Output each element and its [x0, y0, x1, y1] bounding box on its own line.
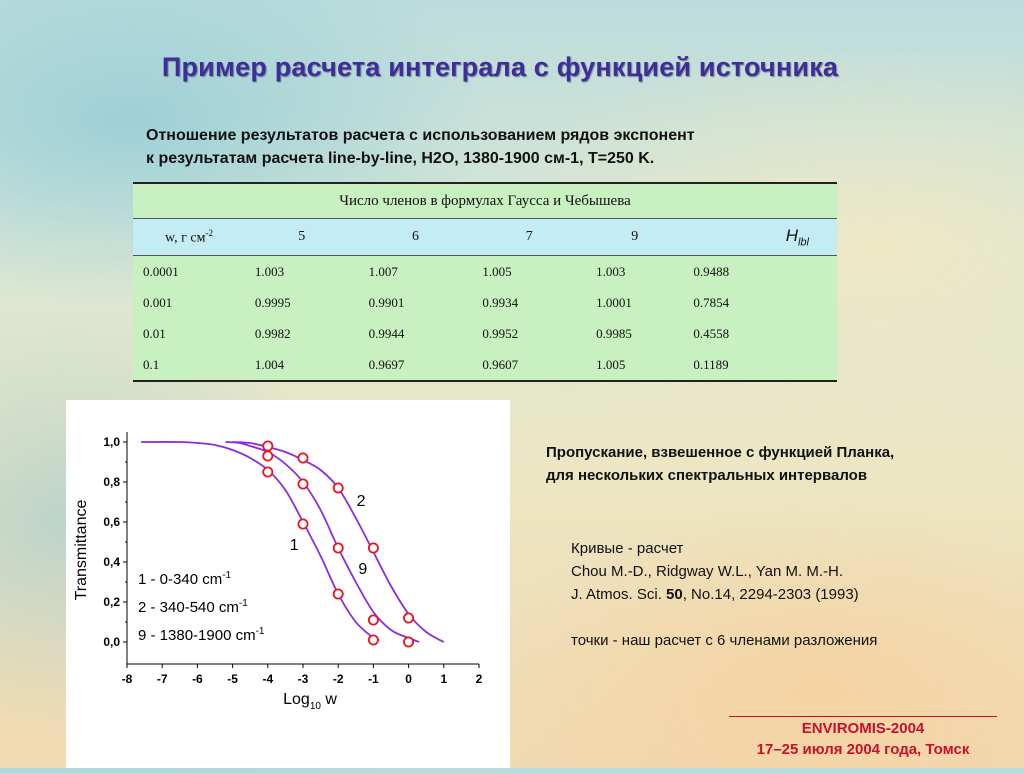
planck-note-line-1: Пропускание, взвешенное с функцией Планка, [546, 444, 895, 461]
table-cell: 0.1189 [683, 349, 837, 381]
ratio-table-grid [133, 182, 837, 382]
journal-pages: , No.14, 2294-2303 (1993) [682, 586, 859, 603]
x-tick-label: 2 [475, 672, 483, 686]
table-cell: 0.9982 [245, 318, 359, 349]
x-tick-label: -5 [227, 672, 238, 686]
data-point-1 [263, 467, 272, 476]
header-w-label: w, г см [164, 230, 206, 246]
reference-line-2: Chou M.-D., Ridgway W.L., Yan M. M.-H. [571, 563, 844, 580]
slide-subtitle [146, 124, 866, 170]
x-axis-label: Log$_{10}$ w [283, 691, 337, 712]
table-header-row [133, 219, 837, 256]
legend-entry: 2 - 340-540 $cm^{-1}$ [138, 598, 248, 616]
table-cell: 0.9944 [359, 318, 473, 349]
table-row [133, 349, 837, 381]
table-row [133, 287, 837, 318]
table-cell: 0.9995 [245, 287, 359, 318]
table-cell: 1.005 [586, 349, 683, 381]
data-point-9 [404, 637, 413, 646]
planck-note-line-2: для нескольких спектральных интервалов [546, 467, 868, 484]
curve-label: 2 [356, 493, 366, 510]
table-cell: 0.7854 [683, 287, 837, 318]
table-row [133, 256, 837, 288]
legend-entry: 1 - 0-340 $cm^{-1}$ [138, 570, 232, 588]
header-col-7: 7 [472, 219, 586, 256]
y-tick-label: 0,4 [103, 555, 120, 569]
ratio-table [133, 182, 837, 382]
header-col-5: 5 [245, 219, 359, 256]
journal-name: J. Atmos. Sci. [571, 586, 667, 603]
planck-note [546, 441, 1016, 487]
conference-footer [716, 716, 1010, 760]
table-cell: 0.9901 [359, 287, 473, 318]
y-tick-label: 0,2 [103, 595, 120, 609]
table-cell: 1.0001 [586, 287, 683, 318]
legend-entry: 9 - 1380-1900 $cm^{-1}$ [138, 626, 265, 644]
table-cell: 0.9607 [472, 349, 586, 381]
table-cell: 0.9697 [359, 349, 473, 381]
journal-volume: 50 [666, 586, 683, 603]
data-point-1 [334, 589, 343, 598]
table-cell: 1.003 [586, 256, 683, 288]
table-cell: 0.9952 [472, 318, 586, 349]
header-col-9: 9 [586, 219, 683, 256]
conference-name: ENVIROMIS-2004 [801, 720, 925, 737]
curve-label: 9 [358, 561, 368, 578]
data-point-9 [369, 615, 378, 624]
table-cell: 0.001 [133, 287, 245, 318]
table-cell: 0.4558 [683, 318, 837, 349]
reference-line-1: Кривые - расчет [571, 540, 684, 557]
table-cell: 0.0001 [133, 256, 245, 288]
data-point-1 [298, 519, 307, 528]
x-tick-label: -4 [262, 672, 274, 686]
header-hlbl [683, 219, 837, 256]
data-point-9 [263, 451, 272, 460]
y-tick-label: 1,0 [103, 435, 120, 449]
x-tick-label: -3 [297, 672, 309, 686]
reference-note [571, 537, 1011, 652]
x-tick-label: 0 [405, 672, 412, 686]
x-tick-label: -2 [332, 672, 344, 686]
x-tick-label: 1 [440, 672, 448, 686]
data-point-2 [334, 483, 343, 492]
x-tick-label: -7 [156, 672, 168, 686]
table-caption-row [133, 183, 837, 219]
y-tick-label: 0,8 [103, 475, 120, 489]
header-w-exp: -2 [205, 227, 213, 238]
reference-line-3 [571, 583, 1011, 606]
table-row [133, 318, 837, 349]
table-cell: 1.007 [359, 256, 473, 288]
x-tick-label: -1 [368, 672, 379, 686]
data-point-2 [298, 453, 307, 462]
x-tick-label: -8 [121, 672, 133, 686]
table-cell: 1.003 [245, 256, 359, 288]
transmittance-chart-panel [66, 400, 510, 768]
data-point-2 [369, 543, 378, 552]
header-w [133, 219, 245, 256]
hlbl-sub: lbl [797, 236, 809, 249]
curve-label: 1 [289, 537, 299, 554]
y-tick-label: 0,0 [103, 635, 120, 649]
footer-divider [729, 716, 997, 717]
x-tick-label: -6 [192, 672, 203, 686]
data-point-2 [404, 613, 413, 622]
y-tick-label: 0,6 [103, 515, 120, 529]
table-cell: 1.004 [245, 349, 359, 381]
table-cell: 0.9934 [472, 287, 586, 318]
reference-line-4: точки - наш расчет с 6 членами разложения [571, 632, 878, 649]
table-caption: Число членов в формулах Гаусса и Чебышева [133, 183, 837, 219]
slide-title: Пример расчета интеграла с функцией источника [161, 52, 839, 82]
subtitle-line-1: Отношение результатов расчета с использованием рядов экспонент [146, 127, 695, 144]
header-col-6: 6 [359, 219, 473, 256]
y-axis-label: Transmittance [73, 499, 90, 601]
table-cell: 1.005 [472, 256, 586, 288]
reference-spacer [571, 606, 1011, 629]
data-point-2 [263, 441, 272, 450]
table-cell: 0.1 [133, 349, 245, 381]
table-cell: 0.9985 [586, 318, 683, 349]
transmittance-chart [66, 400, 510, 768]
data-point-9 [298, 479, 307, 488]
hlbl-main: H [785, 225, 798, 245]
data-point-9 [334, 543, 343, 552]
subtitle-line-2: к результатам расчета line-by-line, H2O, 1380-1900 см-1, T=250 K. [146, 150, 655, 167]
table-cell: 0.01 [133, 318, 245, 349]
data-point-1 [369, 635, 378, 644]
table-cell: 0.9488 [683, 256, 837, 288]
conference-dates: 17–25 июля 2004 года, Томск [756, 741, 970, 758]
